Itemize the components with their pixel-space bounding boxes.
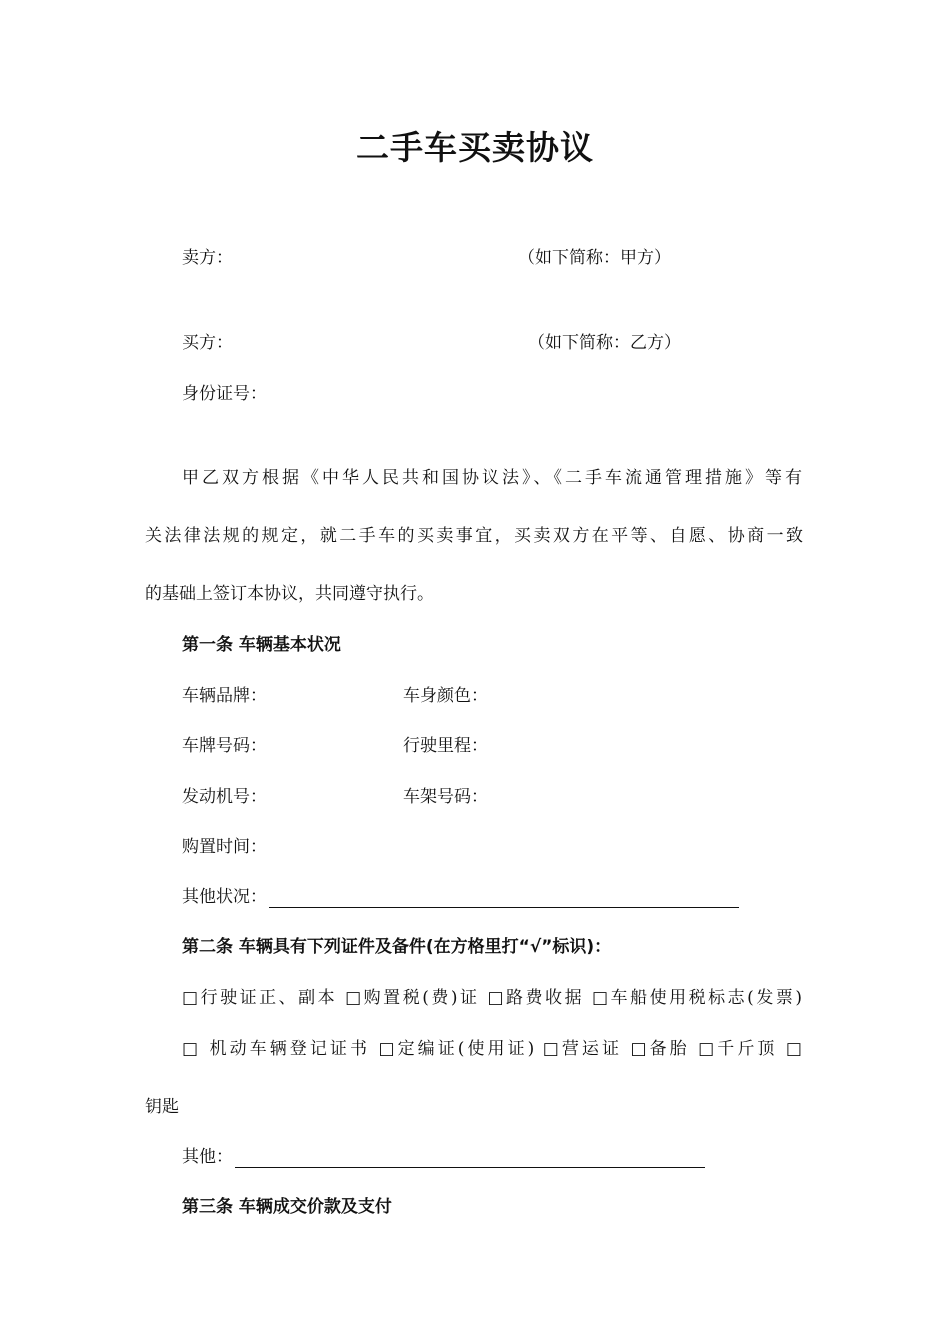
frame-number-label: 车架号码： — [403, 787, 488, 807]
article1-heading: 第一条 车辆基本状况 — [182, 635, 341, 655]
plate-number-label: 车牌号码： — [182, 736, 267, 756]
buyer-alias: （如下简称：乙方） — [528, 333, 681, 353]
mileage-label: 行驶里程： — [403, 736, 488, 756]
article3-heading: 第三条 车辆成交价款及支付 — [182, 1197, 392, 1217]
article2-heading: 第二条 车辆具有下列证件及备件(在方格里打“√”标识)： — [182, 937, 612, 957]
preamble-line-3: 的基础上签订本协议，共同遵守执行。 — [145, 584, 434, 604]
other-status-label: 其他状况： — [182, 887, 267, 907]
engine-number-label: 发动机号： — [182, 787, 267, 807]
document-title: 二手车买卖协议 — [356, 128, 594, 167]
documents-checklist-row-2: □ 机动车辆登记证书 □定编证(使用证) □营运证 □备胎 □千斤顶 □ — [182, 1039, 802, 1059]
preamble-line-1: 甲乙双方根据《中华人民共和国协议法》、《二手车流通管理措施》等有 — [182, 468, 802, 488]
buyer-label: 买方： — [182, 333, 233, 353]
vehicle-brand-label: 车辆品牌： — [182, 686, 267, 706]
seller-label: 卖方： — [182, 248, 233, 268]
other-status-row — [182, 886, 739, 908]
other-documents-blank-line — [235, 1147, 705, 1168]
documents-checklist-row-1: □行驶证正、副本 □购置税(费)证 □路费收据 □车船使用税标志(发票) — [182, 988, 802, 1008]
buyer-id-label: 身份证号： — [182, 384, 267, 404]
body-color-label: 车身颜色： — [403, 686, 488, 706]
other-status-blank-line — [269, 887, 739, 908]
purchase-time-label: 购置时间： — [182, 837, 267, 857]
seller-alias: （如下简称：甲方） — [518, 248, 671, 268]
preamble-line-2: 关法律法规的规定，就二手车的买卖事宜，买卖双方在平等、自愿、协商一致 — [145, 526, 803, 546]
other-documents-label: 其他： — [182, 1147, 233, 1167]
other-documents-row — [182, 1146, 705, 1168]
documents-checklist-row-3: 钥匙 — [145, 1097, 179, 1117]
